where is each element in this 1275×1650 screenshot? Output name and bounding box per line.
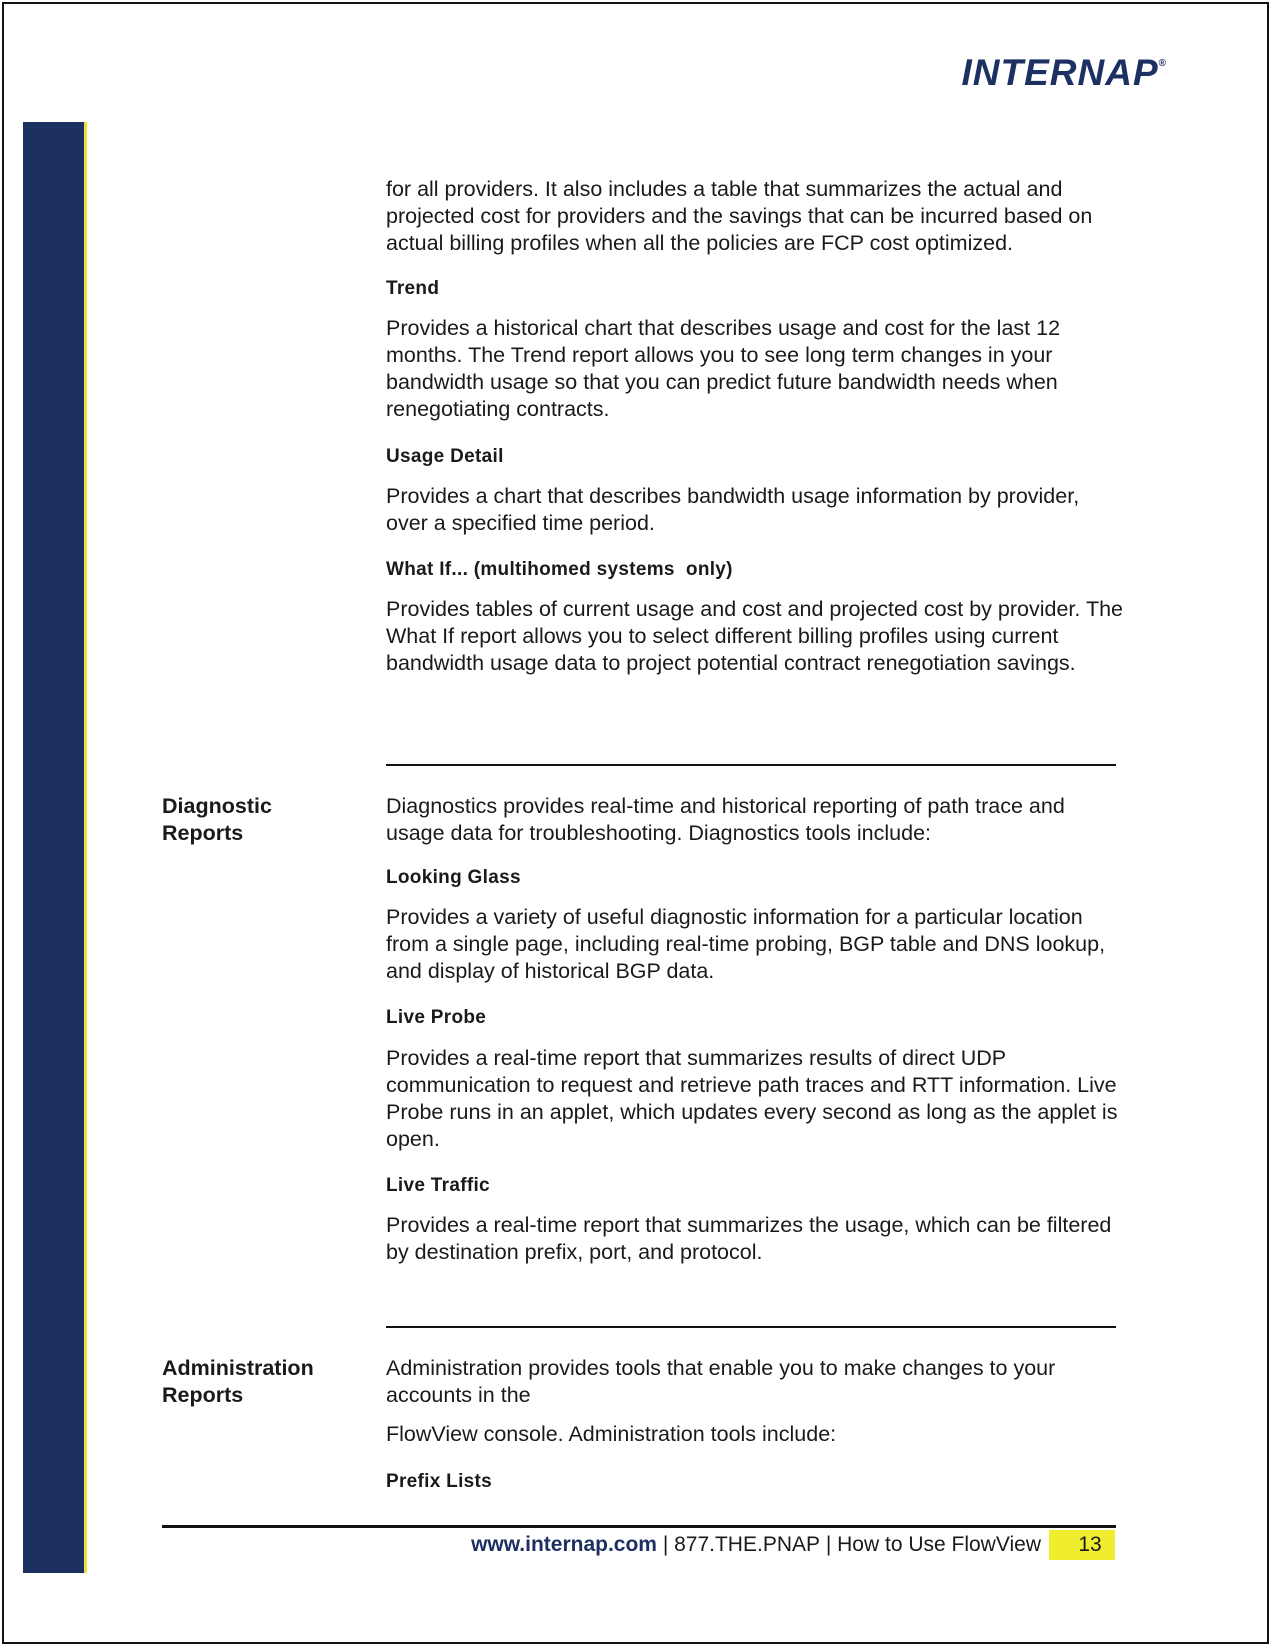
administration-reports-label [162,1355,362,1409]
administration-intro-cont: FlowView console. Administration tools include: [386,1422,837,1446]
footer-phone: 877.THE.PNAP [674,1533,821,1556]
looking-glass-body-block [386,904,1126,985]
live-probe-heading: Live Probe [386,1007,487,1028]
footer-url-link[interactable]: www.internap.com [471,1533,657,1556]
looking-glass-heading: Looking Glass [386,867,521,888]
administration-label-line2: Reports [162,1383,244,1407]
diagnostic-intro: Diagnostics provides real-time and historical reporting of path trace and usage data for troubleshooting. Diagnostics tools include: [386,794,1065,845]
footer [471,1530,1115,1560]
intro-block [386,176,1126,257]
side-accent-bar [23,122,84,1573]
internap-logo [962,52,1168,94]
what-if-heading: What If... (multihomed systems only) [386,559,733,580]
prefix-lists-section [386,1471,1126,1493]
live-traffic-body-block [386,1212,1126,1266]
trend-body-block [386,315,1126,423]
usage-detail-body-block [386,483,1126,537]
diagnostic-reports-label [162,793,362,847]
footer-separator: | [820,1533,838,1556]
live-probe-body-block [386,1045,1126,1153]
administration-label-line1: Administration [162,1356,314,1380]
footer-rule [162,1525,1116,1528]
registered-mark: ® [1158,58,1167,69]
looking-glass-section [386,867,1126,889]
prefix-lists-heading: Prefix Lists [386,1471,493,1492]
live-traffic-heading: Live Traffic [386,1175,490,1196]
live-traffic-body: Provides a real-time report that summarizes the usage, which can be filtered by destination prefix, port, and protocol. [386,1213,1112,1264]
live-probe-section [386,1007,1126,1029]
administration-intro: Administration provides tools that enable you to make changes to your accounts in the [386,1356,1056,1407]
side-accent-stripe [84,122,87,1573]
diagnostic-label-line1: Diagnostic [162,794,272,818]
live-traffic-section [386,1175,1126,1197]
footer-doc-title: How to Use FlowView [837,1533,1041,1556]
usage-detail-heading: Usage Detail [386,446,504,467]
looking-glass-body: Provides a variety of useful diagnostic information for a particular location from a single page, including real-time probing, BGP table and DNS lookup, and display of historical BGP data. [386,905,1106,983]
usage-detail-body: Provides a chart that describes bandwidth usage information by provider, over a specified time period. [386,484,1080,535]
page-number: 13 [1049,1530,1115,1560]
trend-body: Provides a historical chart that describes usage and cost for the last 12 months. The Trend report allows you to see long term changes in your bandwidth usage so that you can predict future bandwidth needs when renegotiating contracts. [386,316,1061,421]
section-divider [386,764,1116,766]
trend-heading: Trend [386,278,440,299]
usage-detail-section [386,446,1126,468]
diagnostic-label-line2: Reports [162,821,244,845]
administration-intro-block [386,1355,1126,1409]
footer-separator: | [656,1533,675,1556]
intro-paragraph: for all providers. It also includes a table that summarizes the actual and projected cost for providers and the savings that can be incurred based on actual billing profiles when all the policies are FCP cost optimized. [386,177,1093,255]
diagnostic-intro-block [386,793,1126,847]
administration-intro-cont-block [386,1421,1126,1448]
section-divider [386,1326,1116,1328]
logo-text: INTERNAP [961,52,1159,93]
what-if-body-block [386,596,1126,677]
trend-section [386,278,1126,300]
what-if-section [386,559,1126,581]
live-probe-body: Provides a real-time report that summarizes results of direct UDP communication to request and retrieve path traces and RTT information. Live Probe runs in an applet, which updates every second as long as the applet is open. [386,1046,1118,1151]
what-if-body: Provides tables of current usage and cost and projected cost by provider. The What If report allows you to select different billing profiles using current bandwidth usage data to project potential contract renegotiation savings. [386,597,1124,675]
